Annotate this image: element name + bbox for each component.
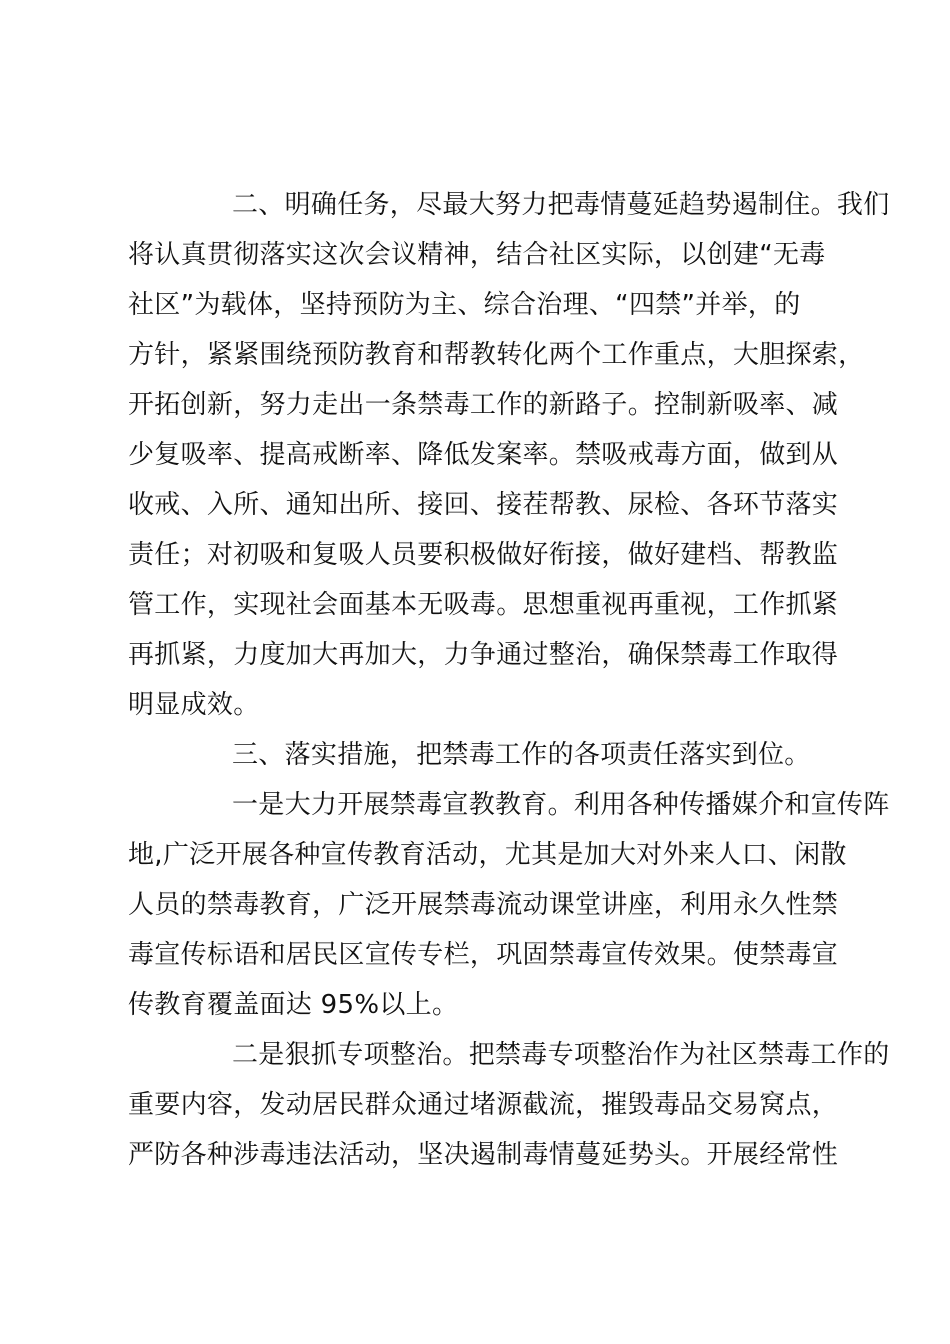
text-line: 严防各种涉毒违法活动，坚决遏制毒情蔓延势头。开展经常性	[128, 1140, 839, 1170]
text-line: 明显成效。	[128, 690, 260, 720]
text-line: 少复吸率、提高戒断率、降低发案率。禁吸戒毒方面，做到从	[128, 440, 839, 470]
paragraph-special-action	[128, 1030, 890, 1180]
text-line: 再抓紧，力度加大再加大，力争通过整治，确保禁毒工作取得	[128, 640, 839, 670]
text-line: 二、明确任务，尽最大努力把毒情蔓延趋势遏制住。我们	[232, 190, 890, 220]
text-line: 责任；对初吸和复吸人员要积极做好衔接，做好建档、帮教监	[128, 540, 839, 570]
text-line: 开拓创新，努力走出一条禁毒工作的新路子。控制新吸率、减	[128, 390, 839, 420]
paragraph-measures-heading	[128, 730, 834, 780]
text-line: 收戒、入所、通知出所、接回、接茬帮教、尿检、各环节落实	[128, 490, 839, 520]
paragraph-task	[128, 180, 890, 730]
text-line: 人员的禁毒教育，广泛开展禁毒流动课堂讲座，利用永久性禁	[128, 890, 839, 920]
text-line: 方针，紧紧围绕预防教育和帮教转化两个工作重点，大胆探索，	[128, 340, 865, 370]
document-body	[128, 180, 890, 1180]
text-line: 毒宣传标语和居民区宣传专栏，巩固禁毒宣传效果。使禁毒宣	[128, 940, 839, 970]
text-line: 地,广泛开展各种宣传教育活动，尤其是加大对外来人口、闲散	[128, 840, 847, 870]
text-line: 社区”为载体，坚持预防为主、综合治理、“四禁”并举，的	[128, 290, 801, 320]
text-line: 二是狠抓专项整治。把禁毒专项整治作为社区禁毒工作的	[232, 1040, 890, 1070]
text-line: 三、落实措施，把禁毒工作的各项责任落实到位。	[232, 740, 811, 770]
text-line: 一是大力开展禁毒宣教教育。利用各种传播媒介和宣传阵	[232, 790, 890, 820]
text-line: 重要内容，发动居民群众通过堵源截流，摧毁毒品交易窝点，	[128, 1090, 839, 1120]
text-line: 将认真贯彻落实这次会议精神，结合社区实际，以创建“无毒	[128, 240, 826, 270]
text-line: 传教育覆盖面达 95%以上。	[128, 990, 459, 1020]
paragraph-publicity	[128, 780, 890, 1030]
text-line: 管工作，实现社会面基本无吸毒。思想重视再重视，工作抓紧	[128, 590, 839, 620]
